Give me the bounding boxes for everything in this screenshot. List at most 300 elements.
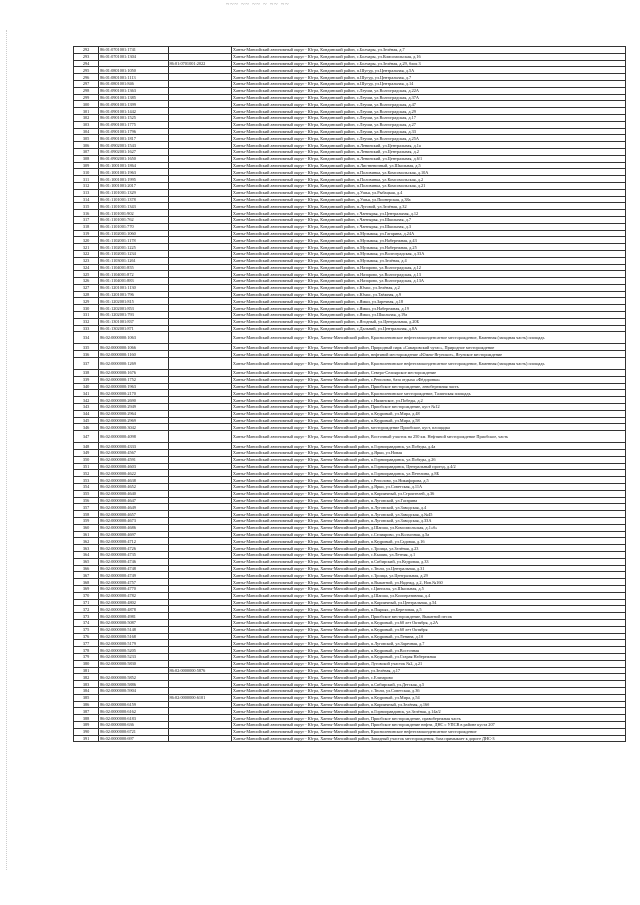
row-number-cell: 308 xyxy=(74,155,99,162)
secondary-number-cell xyxy=(168,189,231,196)
secondary-number-cell xyxy=(168,417,231,424)
cadastral-number-cell: 86:01:1102001:1234 xyxy=(99,250,168,257)
address-cell: Ханты-Мансийский автономный округ - Югра, Ханты-Мансийский район, д.Ярки, ул.Советская, д.11А xyxy=(231,484,625,491)
address-cell: Ханты-Мансийский автономный округ - Югра, Ханты-Мансийский район, п.Луговской, ул.Заводская, д.№45 xyxy=(231,511,625,518)
row-number-cell: 357 xyxy=(74,504,99,511)
secondary-number-cell xyxy=(168,121,231,128)
cadastral-number-cell: 86:02:0000000:5148 xyxy=(99,626,168,633)
row-number-cell: 316 xyxy=(74,210,99,217)
table-row xyxy=(74,443,626,450)
row-number-cell: 366 xyxy=(74,565,99,572)
table-row xyxy=(74,189,626,196)
secondary-number-cell xyxy=(168,674,231,681)
cadastral-number-cell: 86:02:0000000:4640 xyxy=(99,490,168,497)
secondary-number-cell xyxy=(168,456,231,463)
secondary-number-cell xyxy=(168,53,231,60)
address-cell: Ханты-Мансийский автономный округ - Югра, Кондинский район, д.Ушья, ул.Рыбацкая, д.4 xyxy=(231,189,625,196)
cadastral-number-cell: 86:01:0801001:846 xyxy=(99,80,168,87)
address-cell: Ханты-Мансийский автономный округ - Югра, Кондинский район, п.Ленинский, ул.Центральная, д.1а xyxy=(231,142,625,149)
secondary-number-cell xyxy=(168,450,231,457)
secondary-number-cell xyxy=(168,203,231,210)
address-cell: Ханты-Мансийский автономный округ - Югра, Ханты-Мансийский район, п.Кедровый, ул.Мира, д.54 xyxy=(231,694,625,701)
address-cell: Ханты-Мансийский автономный округ - Югра, Кондинский район, п.Лиственичный, ул.Школьная, д.5 xyxy=(231,162,625,169)
cadastral-number-cell: 86:02:0000000:2949 xyxy=(99,404,168,411)
cadastral-number-cell: 86:01:1101001:1378 xyxy=(99,196,168,203)
address-cell: Ханты-Мансийский автономный округ - Югра, Ханты-Мансийский район, д.Ярки, ул.Новая xyxy=(231,450,625,457)
row-number-cell: 373 xyxy=(74,613,99,620)
address-cell: Ханты-Мансийский автономный округ - Югра, Кондинский район, п.Луговой, ул.Зелёная, д.32 xyxy=(231,203,625,210)
secondary-number-cell xyxy=(168,463,231,470)
secondary-number-cell xyxy=(168,370,231,377)
address-cell: Ханты-Мансийский автономный округ - Югра, Ханты-Мансийский район, с.Нялинское, ул.Победы, д.2 xyxy=(231,397,625,404)
address-cell: Ханты-Мансийский автономный округ - Югра, Ханты-Мансийский район, с.Цингалы, ул.Школьная, д.5 xyxy=(231,585,625,592)
row-number-cell: 335 xyxy=(74,344,99,351)
row-number-cell: 329 xyxy=(74,298,99,305)
table-row xyxy=(74,237,626,244)
secondary-number-cell xyxy=(168,332,231,344)
table-row xyxy=(74,456,626,463)
address-cell: Ханты-Мансийский автономный округ - Югра, Кондинский район, п.Мулымья, ул.Гагарина, д.24А xyxy=(231,230,625,237)
secondary-number-cell xyxy=(168,538,231,545)
cadastral-number-cell: 86:02:0000000:4782 xyxy=(99,592,168,599)
cadastral-number-cell: 86:02:0000000:5179 xyxy=(99,640,168,647)
table-row xyxy=(74,484,626,491)
table-row xyxy=(74,284,626,291)
address-cell: Ханты-Мансийский автономный округ - Югра, Кондинский район, с.Леуши, ул.Волгоградская, д.17 xyxy=(231,114,625,121)
row-number-cell: 370 xyxy=(74,592,99,599)
table-row xyxy=(74,318,626,325)
cadastral-number-cell: 86:02:0000000:697 xyxy=(99,735,168,742)
address-cell: Ханты-Мансийский автономный округ - Югра, Ханты-Мансийский район, Северо-Селиярское месторождение xyxy=(231,370,625,377)
cadastral-number-cell: 86:01:0902001:1543 xyxy=(99,142,168,149)
table-row xyxy=(74,325,626,332)
address-cell: Ханты-Мансийский автономный округ - Югра, Ханты-Мансийский район, с.Троица, ул.Зелёная, д.23 xyxy=(231,545,625,552)
table-row xyxy=(74,101,626,108)
table-row xyxy=(74,545,626,552)
secondary-number-cell xyxy=(168,728,231,735)
row-number-cell: 318 xyxy=(74,223,99,230)
row-number-cell: 377 xyxy=(74,640,99,647)
table-row xyxy=(74,687,626,694)
table-row xyxy=(74,715,626,722)
cadastral-number-cell: 86:02:0000000:5886 xyxy=(99,681,168,688)
table-row xyxy=(74,424,626,431)
cadastral-number-cell: 86:01:1101001:902 xyxy=(99,210,168,217)
secondary-number-cell xyxy=(168,687,231,694)
secondary-number-cell xyxy=(168,114,231,121)
table-row xyxy=(74,660,626,667)
secondary-number-cell xyxy=(168,196,231,203)
row-number-cell: 360 xyxy=(74,524,99,531)
row-number-cell: 301 xyxy=(74,108,99,115)
cadastral-number-cell: 86:01:1102001:1225 xyxy=(99,244,168,251)
secondary-number-cell xyxy=(168,613,231,620)
secondary-number-cell xyxy=(168,606,231,613)
address-cell: Ханты-Мансийский автономный округ - Югра, Ханты-Мансийский район, Красноленинское нефтегазоконденсатное месторождение, Каменная (западная часть) площадь xyxy=(231,332,625,344)
table-row xyxy=(74,708,626,715)
row-number-cell: 380 xyxy=(74,660,99,667)
cadastral-number-cell: 86:02:0000000:1752 xyxy=(99,376,168,383)
address-cell: Ханты-Мансийский автономный округ - Югра, Ханты-Мансийский район, с.Реполово, база отдыха «Фёдоровка» xyxy=(231,376,625,383)
secondary-number-cell xyxy=(168,565,231,572)
cadastral-number-cell: 86:01:1104001:855 xyxy=(99,264,168,271)
secondary-number-cell xyxy=(168,681,231,688)
row-number-cell: 300 xyxy=(74,101,99,108)
table-row xyxy=(74,135,626,142)
table-row xyxy=(74,735,626,742)
cadastral-number-cell: 86:01:1202001:815 xyxy=(99,298,168,305)
address-cell: Ханты-Мансийский автономный округ - Югра, Кондинский район, п.Мулымья, ул.Волгоградская, д.33А xyxy=(231,250,625,257)
cadastral-number-cell: 86:01:1101001:1329 xyxy=(99,189,168,196)
secondary-number-cell xyxy=(168,250,231,257)
cadastral-number-cell: 86:01:0801001:1050 xyxy=(99,67,168,74)
address-cell: Ханты-Мансийский автономный округ - Югра, Ханты-Мансийский район, Красноленинское месторождение, Талинская площадь xyxy=(231,390,625,397)
row-number-cell: 371 xyxy=(74,599,99,606)
address-cell: Ханты-Мансийский автономный округ - Югра, Кондинский район, п.Ленинский, ул.Центральная, д.6/1 xyxy=(231,155,625,162)
table-row xyxy=(74,518,626,525)
cadastral-number-cell xyxy=(99,667,168,674)
row-number-cell: 293 xyxy=(74,53,99,60)
secondary-number-cell xyxy=(168,497,231,504)
cadastral-number-cell: 86:02:0000000:4697 xyxy=(99,531,168,538)
address-cell: Ханты-Мансийский автономный округ - Югра, Ханты-Мансийский район, п.Луговской, ул.Заречная, д.7 xyxy=(231,640,625,647)
address-cell: Ханты-Мансийский автономный округ - Югра, Ханты-Мансийский район, п.Кирпичный, ул.Центральная, д.54 xyxy=(231,599,625,606)
row-number-cell: 375 xyxy=(74,626,99,633)
row-number-cell: 353 xyxy=(74,477,99,484)
address-cell: Ханты-Мансийский автономный округ - Югра, Ханты-Мансийский район, п.Кедровый, ул.Садовая, д.16 xyxy=(231,538,625,545)
row-number-cell: 317 xyxy=(74,216,99,223)
table-row xyxy=(74,148,626,155)
row-number-cell: 338 xyxy=(74,370,99,377)
table-row xyxy=(74,579,626,586)
secondary-number-cell xyxy=(168,325,231,332)
cadastral-number-cell: 86:02:0000000:4746 xyxy=(99,558,168,565)
table-row xyxy=(74,721,626,728)
cadastral-number-cell: 86:02:0000000:1063 xyxy=(99,332,168,344)
address-cell: Ханты-Мансийский автономный округ - Югра, Кондинский район, п.Шугур, ул.Центральная, д.5А xyxy=(231,67,625,74)
table-row xyxy=(74,511,626,518)
row-number-cell: 344 xyxy=(74,410,99,417)
secondary-number-cell xyxy=(168,735,231,742)
secondary-number-cell xyxy=(168,701,231,708)
table-row xyxy=(74,565,626,572)
row-number-cell: 319 xyxy=(74,230,99,237)
cadastral-number-cell: 86:02:0000000:4657 xyxy=(99,511,168,518)
cadastral-number-cell: 86:02:0000000:2964 xyxy=(99,410,168,417)
table-row xyxy=(74,67,626,74)
cadastral-number-cell: 86:02:0000000:4333 xyxy=(99,443,168,450)
table-row xyxy=(74,298,626,305)
cadastral-number-cell: 86:02:0000000:5904 xyxy=(99,687,168,694)
secondary-number-cell xyxy=(168,443,231,450)
address-cell: Ханты-Мансийский автономный округ - Югра, Ханты-Мансийский район, д.Шапша, ул.Комсомольская, д.1«б» xyxy=(231,524,625,531)
table-row xyxy=(74,538,626,545)
secondary-number-cell xyxy=(168,619,231,626)
address-cell: Ханты-Мансийский автономный округ - Югра, Кондинский район, п.Назарово, ул.Волгоградская, д.12 xyxy=(231,264,625,271)
row-number-cell: 381 xyxy=(74,667,99,674)
row-number-cell: 334 xyxy=(74,332,99,344)
secondary-number-cell xyxy=(168,155,231,162)
row-number-cell: 345 xyxy=(74,417,99,424)
table-row xyxy=(74,358,626,370)
address-cell: Ханты-Мансийский автономный округ - Югра, Ханты-Мансийский район, Восточный участок на 250 км. Нефтяной месторождение Приобское, часть xyxy=(231,431,625,443)
secondary-number-cell xyxy=(168,237,231,244)
secondary-number-cell xyxy=(168,271,231,278)
address-cell: Ханты-Мансийский автономный округ - Югра, Кондинский район, п.Половинка, ул.Комсомольская, д.2 xyxy=(231,176,625,183)
secondary-number-cell xyxy=(168,312,231,319)
address-cell: Ханты-Мансийский автономный округ - Югра, Кондинский район, с.Леуши, ул.Волгоградская, д.47 xyxy=(231,101,625,108)
address-cell: Ханты-Мансийский автономный округ - Югра, Ханты-Мансийский район, с.Троица, ул.Центральная, д.29 xyxy=(231,572,625,579)
secondary-number-cell xyxy=(168,216,231,223)
cadastral-number-cell: 86:02:0000000:1066 xyxy=(99,344,168,351)
table-row xyxy=(74,305,626,312)
address-cell: Ханты-Мансийский автономный округ - Югра, Ханты-Мансийский район, Природный парк «Самаровский чугас», Природное месторождение xyxy=(231,344,625,351)
cadastral-number-cell: 86:02:0000000:4981 xyxy=(99,613,168,620)
address-cell: Ханты-Мансийский автономный округ - Югра, Кондинский район, с.Леуши, ул.Волгоградская, д.22А xyxy=(231,87,625,94)
address-cell: Ханты-Мансийский автономный округ - Югра, Ханты-Мансийский район, п.Кирпичный, ул.Зелёная, д.16б xyxy=(231,701,625,708)
row-number-cell: 306 xyxy=(74,142,99,149)
table-row xyxy=(74,114,626,121)
table-row xyxy=(74,728,626,735)
row-number-cell: 351 xyxy=(74,463,99,470)
address-cell: Ханты-Мансийский автономный округ - Югра, Ханты-Мансийский район, п.Сибирский, ул.Кедровая, д.33 xyxy=(231,558,625,565)
address-cell: Ханты-Мансийский автономный округ - Югра, Ханты-Мансийский район, Приобское месторождение, левобережная часть xyxy=(231,383,625,390)
cadastral-number-cell: 86:02:0000000:2690 xyxy=(99,397,168,404)
cadastral-number-cell: 86:02:0000000:4638 xyxy=(99,477,168,484)
table-row xyxy=(74,291,626,298)
table-row xyxy=(74,210,626,217)
secondary-number-cell xyxy=(168,128,231,135)
table-row xyxy=(74,531,626,538)
secondary-number-cell xyxy=(168,94,231,101)
cadastral-number-cell: 86:02:0000000:4749 xyxy=(99,572,168,579)
table-row xyxy=(74,640,626,647)
address-cell: Ханты-Мансийский автономный округ - Югра, Кондинский район, с.Леуши, ул.Волгоградская, д.37А xyxy=(231,94,625,101)
address-cell: Ханты-Мансийский автономный округ - Югра, Кондинский район, с.Леуши, ул.Волгоградская, д.25А xyxy=(231,135,625,142)
secondary-number-cell xyxy=(168,524,231,531)
address-cell: Ханты-Мансийский автономный округ - Югра, Ханты-Мансийский район, Красноленинское нефтегазоконденсатное месторождение xyxy=(231,728,625,735)
row-number-cell: 348 xyxy=(74,443,99,450)
row-number-cell: 297 xyxy=(74,80,99,87)
row-number-cell: 362 xyxy=(74,538,99,545)
row-number-cell: 302 xyxy=(74,114,99,121)
table-row xyxy=(74,477,626,484)
table-row xyxy=(74,121,626,128)
row-number-cell: 339 xyxy=(74,376,99,383)
table-row xyxy=(74,647,626,654)
cadastral-number-cell: 86:02:0000000:1269 xyxy=(99,358,168,370)
row-number-cell: 361 xyxy=(74,531,99,538)
cadastral-number-cell: 86:02:0000000:1676 xyxy=(99,370,168,377)
row-number-cell: 325 xyxy=(74,271,99,278)
row-number-cell: 390 xyxy=(74,728,99,735)
secondary-number-cell xyxy=(168,424,231,431)
cadastral-number-cell: 86:02:0000000:5087 xyxy=(99,619,168,626)
table-row xyxy=(74,351,626,358)
secondary-number-cell xyxy=(168,504,231,511)
row-number-cell: 383 xyxy=(74,681,99,688)
table-row xyxy=(74,470,626,477)
address-cell: Ханты-Мансийский автономный округ - Югра, Ханты-Мансийский район, Приобское месторождение, правобережная часть xyxy=(231,715,625,722)
address-cell: Ханты-Мансийский автономный округ - Югра, Ханты-Мансийский район, нефтяной месторождение «Южно-Ягунское», Ягунское месторождение xyxy=(231,351,625,358)
table-row xyxy=(74,332,626,344)
table-row xyxy=(74,497,626,504)
address-cell: Ханты-Мансийский автономный округ - Югра, Ханты-Мансийский район, п.Горноправдинск, ул.Зелёная, д.14а/2 xyxy=(231,708,625,715)
cadastral-number-cell: 86:01:1001001:1995 xyxy=(99,176,168,183)
secondary-number-cell xyxy=(168,223,231,230)
row-number-cell: 363 xyxy=(74,545,99,552)
table-row xyxy=(74,572,626,579)
row-number-cell: 341 xyxy=(74,390,99,397)
table-row xyxy=(74,169,626,176)
row-number-cell: 337 xyxy=(74,358,99,370)
row-number-cell: 388 xyxy=(74,715,99,722)
row-number-cell: 321 xyxy=(74,244,99,251)
cadastral-number-cell: 86:01:1103001:1261 xyxy=(99,257,168,264)
secondary-number-cell xyxy=(168,176,231,183)
cadastral-number-cell: 86:01:0902001:1627 xyxy=(99,148,168,155)
secondary-number-cell xyxy=(168,80,231,87)
table-row xyxy=(74,694,626,701)
row-number-cell: 374 xyxy=(74,619,99,626)
secondary-number-cell xyxy=(168,244,231,251)
cadastral-number-cell: 86:01:0801001:1113 xyxy=(99,74,168,81)
row-number-cell: 350 xyxy=(74,456,99,463)
secondary-number-cell xyxy=(168,599,231,606)
cadastral-number-cell: 86:02:0000000:4567 xyxy=(99,450,168,457)
table-row xyxy=(74,431,626,443)
scan-header-text: ~~~ ~~ ~~ ~ ~~ ~~ xyxy=(226,2,290,8)
address-cell: Ханты-Мансийский автономный округ - Югра, Ханты-Мансийский район, п.Кедровый, ул.Ленина, д.1б xyxy=(231,633,625,640)
table-row xyxy=(74,667,626,674)
cadastral-number-cell: 86:02:0000000:5205 xyxy=(99,647,168,654)
address-cell: Ханты-Мансийский автономный округ - Югра, Ханты-Мансийский район, Красноленинское нефтегазоконденсатное месторождение, Каменная (западная часть) площадь xyxy=(231,358,625,370)
address-cell: Ханты-Мансийский автономный округ - Югра, Ханты-Мансийский район, п.Горноправдинск, ул.Петелина, д.8Б xyxy=(231,470,625,477)
secondary-number-cell xyxy=(168,660,231,667)
secondary-number-cell: 86:02:0000000:6101 xyxy=(168,694,231,701)
cadastral-number-cell: 86:01:1201001:1130 xyxy=(99,284,168,291)
row-number-cell: 367 xyxy=(74,572,99,579)
row-number-cell: 323 xyxy=(74,257,99,264)
address-cell: Ханты-Мансийский автономный округ - Югра, Ханты-Мансийский район, с.Реполово, ул.Никифорова, д.5 xyxy=(231,477,625,484)
cadastral-number-cell: 86:02:0000000:6162 xyxy=(99,708,168,715)
cadastral-number-cell: 86:01:0901001:1385 xyxy=(99,94,168,101)
row-number-cell: 343 xyxy=(74,404,99,411)
table-row xyxy=(74,376,626,383)
secondary-number-cell xyxy=(168,431,231,443)
secondary-number-cell xyxy=(168,511,231,518)
address-cell: Ханты-Мансийский автономный округ - Югра, Кондинский район, с.Леуши, ул.Волгоградская, д.27 xyxy=(231,121,625,128)
secondary-number-cell xyxy=(168,477,231,484)
table-row xyxy=(74,701,626,708)
row-number-cell: 315 xyxy=(74,203,99,210)
cadastral-number-cell: 86:02:0000000:3042 xyxy=(99,424,168,431)
address-cell: Ханты-Мансийский автономный округ - Югра, Кондинский район, п.Шугур, ул.Центральная, д.7 xyxy=(231,74,625,81)
cadastral-number-cell xyxy=(99,60,168,67)
address-cell: Ханты-Мансийский автономный округ - Югра, Кондинский район, с.Болчары, ул.Зелёная, д.7 xyxy=(231,47,625,54)
table-row xyxy=(74,633,626,640)
row-number-cell: 299 xyxy=(74,94,99,101)
row-number-cell: 309 xyxy=(74,162,99,169)
row-number-cell: 305 xyxy=(74,135,99,142)
table-row xyxy=(74,60,626,67)
table-row xyxy=(74,80,626,87)
row-number-cell: 324 xyxy=(74,264,99,271)
row-number-cell: 331 xyxy=(74,312,99,319)
table-row xyxy=(74,264,626,271)
cadastral-number-cell: 86:01:0901001:1525 xyxy=(99,114,168,121)
row-number-cell: 347 xyxy=(74,431,99,443)
table-row xyxy=(74,128,626,135)
secondary-number-cell xyxy=(168,715,231,722)
table-row xyxy=(74,196,626,203)
cadastral-number-cell: 86:01:1101001:770 xyxy=(99,223,168,230)
row-number-cell: 332 xyxy=(74,318,99,325)
secondary-number-cell xyxy=(168,626,231,633)
cadastral-number-cell: 86:01:0901001:1442 xyxy=(99,108,168,115)
cadastral-number-cell: 86:01:0901001:1796 xyxy=(99,128,168,135)
address-cell: Ханты-Мансийский автономный округ - Югра, Кондинский район, с.Чантырья, ул.Центральная, д.12 xyxy=(231,210,625,217)
cadastral-number-cell: 86:02:0000000:4647 xyxy=(99,497,168,504)
table-row xyxy=(74,271,626,278)
table-row xyxy=(74,463,626,470)
table-row xyxy=(74,397,626,404)
cadastral-number-cell: 86:02:0000000:4673 xyxy=(99,518,168,525)
row-number-cell: 307 xyxy=(74,148,99,155)
address-cell: Ханты-Мансийский автономный округ - Югра, Кондинский район, с.Ямки, ул.Заречная, д.18 xyxy=(231,298,625,305)
table-row xyxy=(74,504,626,511)
row-number-cell: 389 xyxy=(74,721,99,728)
row-number-cell: 313 xyxy=(74,189,99,196)
table-row xyxy=(74,250,626,257)
address-cell: Ханты-Мансийский автономный округ - Югра, Ханты-Мансийский район, Луговской участок №2, д.21 xyxy=(231,660,625,667)
cadastral-number-cell: 86:02:0000000:2170 xyxy=(99,390,168,397)
row-number-cell: 354 xyxy=(74,484,99,491)
address-cell: Ханты-Мансийский автономный округ - Югра, Ханты-Мансийский район, п.Выкатной, ул.Надежд, д.2, Нов.№160 xyxy=(231,579,625,586)
cadastral-number-cell: 86:02:0000000:4726 xyxy=(99,545,168,552)
secondary-number-cell xyxy=(168,579,231,586)
row-number-cell: 298 xyxy=(74,87,99,94)
address-cell: Ханты-Мансийский автономный округ - Югра, Ханты-Мансийский район, п.Кирпичный, ул.Строителей, д.36 xyxy=(231,490,625,497)
secondary-number-cell xyxy=(168,640,231,647)
secondary-number-cell xyxy=(168,390,231,397)
table-row xyxy=(74,176,626,183)
table-row xyxy=(74,558,626,565)
table-row xyxy=(74,417,626,424)
cadastral-number-cell: 86:01:1302001:871 xyxy=(99,325,168,332)
row-number-cell: 355 xyxy=(74,490,99,497)
secondary-number-cell xyxy=(168,305,231,312)
secondary-number-cell xyxy=(168,545,231,552)
address-cell: Ханты-Мансийский автономный округ - Югра, Кондинский район, п.Назарово, ул.Волгоградская, д.13 xyxy=(231,271,625,278)
row-number-cell: 333 xyxy=(74,325,99,332)
address-cell: Ханты-Мансийский автономный округ - Югра, Кондинский район, п.Мулымья, ул.Набережная, д.25 xyxy=(231,244,625,251)
table-row xyxy=(74,653,626,660)
margin-line xyxy=(6,30,8,870)
address-cell: Ханты-Мансийский автономный округ - Югра, Кондинский район, с.Юмас, ул.Зелёная, д.2 xyxy=(231,284,625,291)
table-row xyxy=(74,344,626,351)
cadastral-number-cell: 86:01:1001001:2017 xyxy=(99,182,168,189)
cadastral-number-cell: 86:02:0000000:5852 xyxy=(99,674,168,681)
table-row xyxy=(74,524,626,531)
row-number-cell: 292 xyxy=(74,47,99,54)
cadastral-number-cell: 86:02:0000000:4770 xyxy=(99,585,168,592)
row-number-cell: 336 xyxy=(74,351,99,358)
table-row xyxy=(74,230,626,237)
row-number-cell: 372 xyxy=(74,606,99,613)
row-number-cell: 312 xyxy=(74,182,99,189)
table-row xyxy=(74,47,626,54)
